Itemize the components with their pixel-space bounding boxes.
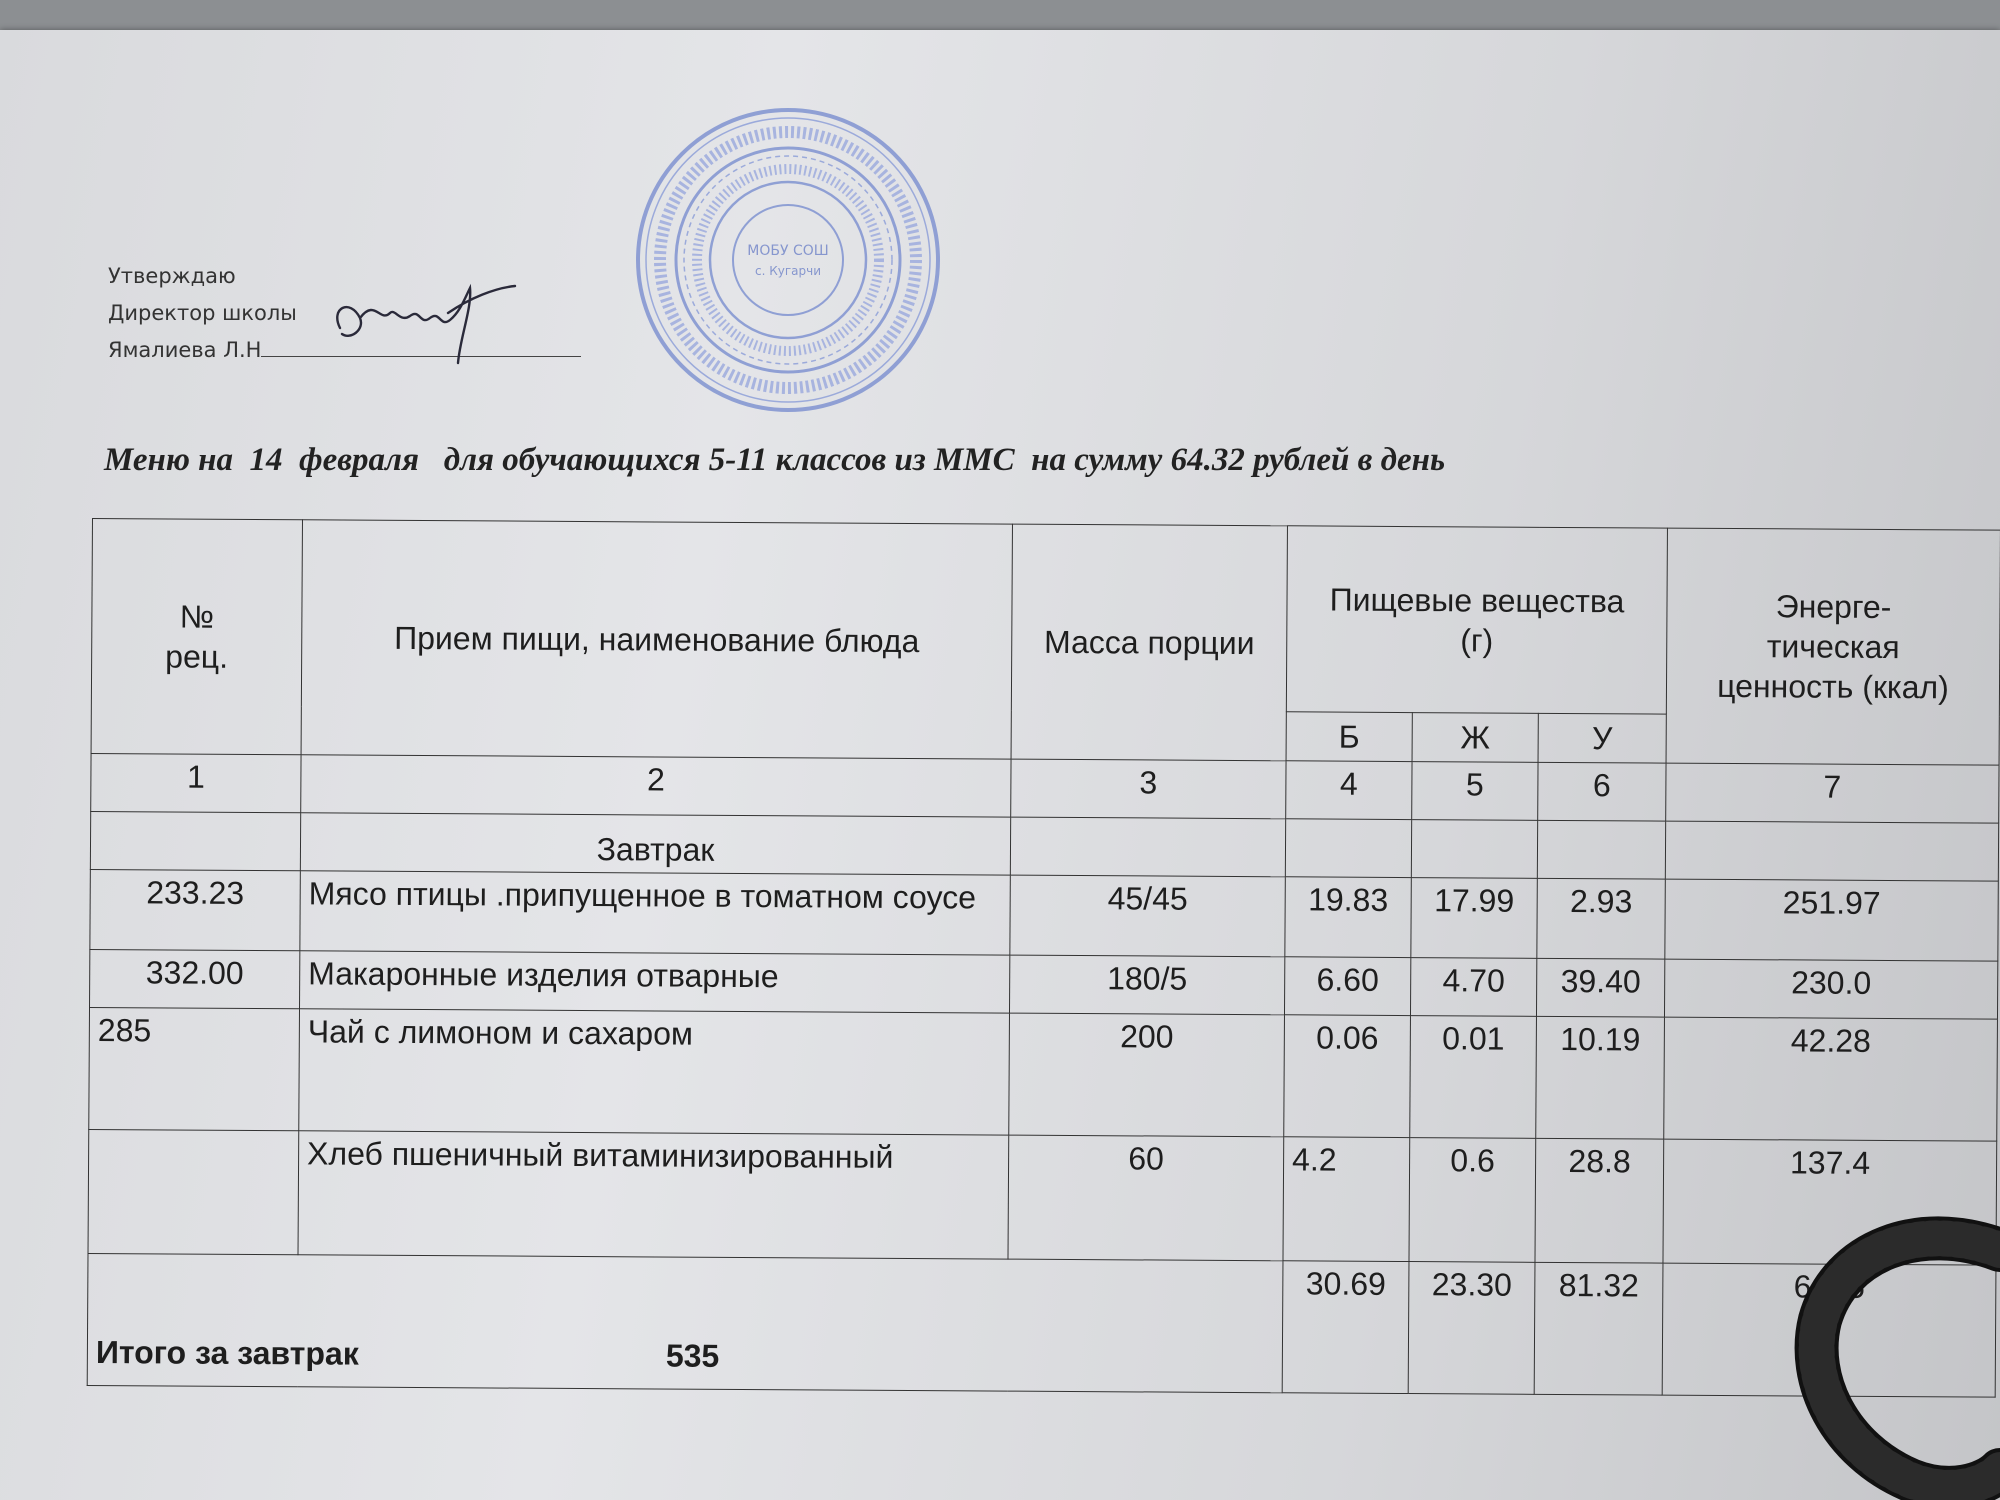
carbs-value: 2.93 bbox=[1537, 878, 1665, 959]
director-name: Ямалиева Л.Н bbox=[108, 338, 262, 362]
rec-number: 332.00 bbox=[90, 949, 300, 1008]
header-carbs: У bbox=[1538, 713, 1666, 763]
total-energy: 6 .65 bbox=[1662, 1263, 1996, 1397]
header-dish: Прием пищи, наименование блюда bbox=[301, 520, 1012, 759]
header-nutrients: Пищевые вещества (г) bbox=[1286, 526, 1667, 714]
column-number: 6 bbox=[1538, 762, 1666, 821]
protein-value: 0.06 bbox=[1284, 1015, 1411, 1138]
header-fat: Ж bbox=[1412, 713, 1538, 763]
dish-name: Мясо птицы .припущенное в томатном соусе bbox=[300, 871, 1010, 955]
energy-value: 137.4 bbox=[1663, 1139, 1997, 1265]
rec-number bbox=[88, 1129, 299, 1254]
energy-value: 230.0 bbox=[1664, 959, 1997, 1019]
column-number: 1 bbox=[91, 753, 301, 812]
section-title: Завтрак bbox=[300, 813, 1010, 875]
stamp-text: с. Кугарчи bbox=[754, 264, 822, 278]
menu-table bbox=[87, 518, 2000, 1398]
stamp-text: МОБУ СОШ bbox=[747, 243, 829, 259]
handwritten-signature bbox=[320, 268, 520, 378]
total-label: Итого за завтрак bbox=[95, 1334, 359, 1372]
rec-number: 233.23 bbox=[90, 869, 300, 950]
total-row bbox=[87, 1253, 1996, 1397]
rec-number: 285 bbox=[89, 1007, 300, 1130]
dish-name: Хлеб пшеничный витаминизированный bbox=[298, 1131, 1009, 1259]
portion-mass: 180/5 bbox=[1009, 955, 1284, 1015]
fat-value: 4.70 bbox=[1410, 958, 1536, 1017]
energy-value: 42.28 bbox=[1664, 1017, 1998, 1141]
table-row bbox=[88, 1129, 1997, 1265]
fat-value: 0.6 bbox=[1409, 1138, 1536, 1263]
portion-mass: 200 bbox=[1009, 1013, 1285, 1137]
dish-name: Чай с лимоном и сахаром bbox=[299, 1009, 1010, 1135]
total-protein: 30.69 bbox=[1282, 1261, 1409, 1394]
table-row bbox=[90, 869, 1998, 961]
total-mass: 535 bbox=[665, 1337, 720, 1374]
column-number: 5 bbox=[1412, 762, 1538, 821]
document-page bbox=[0, 30, 2000, 1500]
energy-value: 251.97 bbox=[1665, 879, 1998, 961]
carbs-value: 39.40 bbox=[1536, 958, 1664, 1017]
carbs-value: 28.8 bbox=[1535, 1138, 1664, 1263]
header-row bbox=[91, 519, 2000, 717]
column-number: 2 bbox=[301, 755, 1011, 817]
total-carbs: 81.32 bbox=[1534, 1262, 1663, 1395]
header-rec-no: № рец. bbox=[91, 519, 302, 755]
protein-value: 4.2 bbox=[1283, 1137, 1410, 1262]
director-line: Директор школы bbox=[108, 301, 297, 325]
fat-value: 0.01 bbox=[1410, 1016, 1537, 1139]
header-protein: Б bbox=[1286, 712, 1412, 762]
black-cord bbox=[1770, 1210, 2000, 1500]
carbs-value: 10.19 bbox=[1536, 1016, 1665, 1139]
protein-value: 19.83 bbox=[1285, 877, 1411, 958]
column-number: 3 bbox=[1011, 759, 1286, 819]
fat-value: 17.99 bbox=[1411, 878, 1537, 959]
column-number: 4 bbox=[1286, 761, 1412, 820]
column-number: 7 bbox=[1666, 763, 1999, 823]
portion-mass: 60 bbox=[1008, 1135, 1284, 1261]
table-row bbox=[89, 1007, 1998, 1141]
protein-value: 6.60 bbox=[1284, 957, 1410, 1016]
header-energy: Энерге- тическая ценность (ккал) bbox=[1666, 528, 2000, 765]
portion-mass: 45/45 bbox=[1010, 875, 1285, 957]
dish-name: Макаронные изделия отварные bbox=[300, 951, 1010, 1013]
approval-line: Утверждаю bbox=[108, 264, 236, 288]
header-mass: Масса порции bbox=[1011, 524, 1287, 761]
total-fat: 23.30 bbox=[1408, 1262, 1535, 1395]
official-stamp bbox=[628, 100, 948, 420]
page-title: Меню на 14 февраля для обучающихся 5-11 классов из ММС на сумму 64.32 рублей в день bbox=[104, 442, 1446, 478]
total-cell bbox=[87, 1253, 1283, 1392]
